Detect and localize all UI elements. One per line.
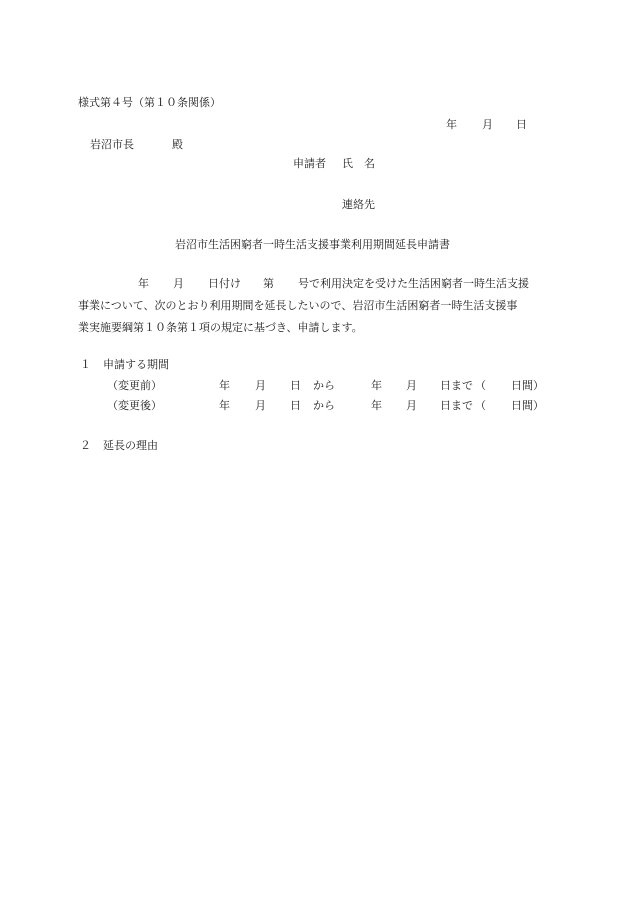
period-before-to-month: 月 [406,379,417,392]
period-before-from-month: 月 [255,379,266,392]
body-line-2: 事業について、次のとおり利用期間を延長したいので、岩沼市生活困窮者一時生活支援事 [78,299,518,312]
date-year: 年 [446,118,457,131]
period-before-paren-open: （ [475,379,486,392]
section1-number: １ [80,358,91,371]
period-before-from-year: 年 [219,379,230,392]
applicant-name-label: 氏 名 [342,157,375,170]
form-number: 様式第４号（第１０条関係） [78,96,221,109]
document-title: 岩沼市生活困窮者一時生活支援事業利用期間延長申請書 [175,238,450,251]
section2-number: ２ [80,439,91,452]
date-day: 日 [516,118,527,131]
section2-heading: 延長の理由 [103,439,158,452]
body-line-1-rest: 号で利用決定を受けた生活困窮者一時生活支援 [298,277,529,290]
period-before-to-year: 年 [371,379,382,392]
period-before-days: 日間） [511,379,544,392]
body-line-3: 業実施要綱第１０条第１項の規定に基づき、申請します。 [78,321,363,334]
period-after-to-year: 年 [371,399,382,412]
date-month: 月 [482,118,493,131]
period-before-label: （変更前） [107,379,162,392]
applicant-contact-label: 連絡先 [342,198,375,211]
applicant-label: 申請者 [293,157,326,170]
body-day-dated: 日付け [208,277,241,290]
period-after-days: 日間） [511,399,544,412]
period-before-to-day: 日まで [440,379,473,392]
period-after-label: （変更後） [107,399,162,412]
addressee-honorific: 殿 [172,138,183,151]
period-before-from-word: から [313,379,335,392]
body-line-1 [78,273,554,295]
body-year: 年 [138,277,149,290]
period-after-from-year: 年 [219,399,230,412]
period-after-from-word: から [313,399,335,412]
period-after-from-month: 月 [255,399,266,412]
addressee-name: 岩沼市長 [90,138,134,151]
body-month: 月 [173,277,184,290]
section1-heading: 申請する期間 [103,358,169,371]
period-after-from-day: 日 [290,399,301,412]
period-after-to-month: 月 [406,399,417,412]
period-after-paren-open: （ [475,399,486,412]
body-number-prefix: 第 [263,277,274,290]
period-after-to-day: 日まで [440,399,473,412]
period-before-from-day: 日 [290,379,301,392]
